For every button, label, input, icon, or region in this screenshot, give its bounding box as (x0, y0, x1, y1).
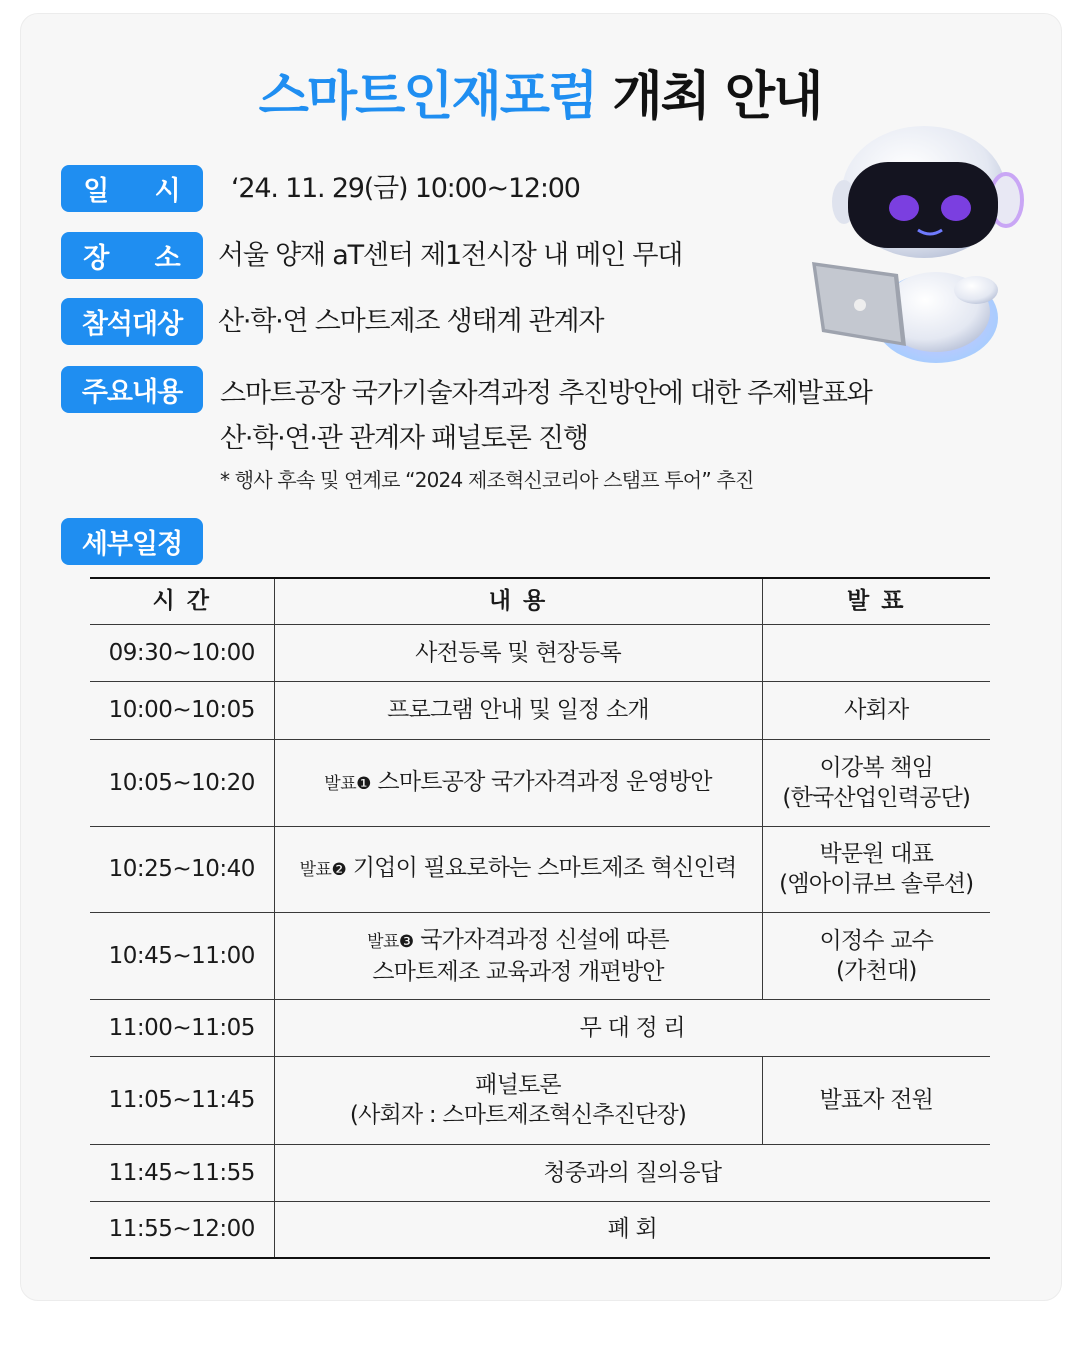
presentation-title: 국가자격과정 신설에 따른 (420, 926, 669, 953)
panel-title: 패널토론 (475, 1072, 561, 1098)
table-row (90, 681, 990, 739)
table-row (90, 1201, 990, 1258)
header-content: 내 용 (274, 578, 762, 624)
content-line-2: 산·학·연·관 관계자 패널토론 진행 (220, 423, 588, 454)
row-time: 10:05~10:20 (90, 739, 274, 826)
row-speaker (762, 624, 990, 681)
table-row (90, 739, 990, 826)
audience-row (61, 298, 603, 345)
presentation-label: 발표❸ (367, 931, 414, 952)
audience-badge: 참석대상 (61, 298, 203, 345)
row-content: 청중과의 질의응답 (274, 1144, 990, 1201)
header-time: 시 간 (90, 578, 274, 624)
speaker-org: (엠아이큐브 솔루션) (779, 871, 974, 897)
row-content: 사전등록 및 현장등록 (274, 624, 762, 681)
table-header-row (90, 578, 990, 624)
table-row (90, 999, 990, 1056)
panel-moderator: (사회자 : 스마트제조혁신추진단장) (349, 1102, 687, 1128)
content-row (61, 366, 872, 498)
table-row (90, 1144, 990, 1201)
row-time: 11:55~12:00 (90, 1201, 274, 1258)
row-speaker (762, 826, 990, 912)
venue-value: 서울 양재 aT센터 제1전시장 내 메인 무대 (218, 240, 683, 271)
row-content (274, 1056, 762, 1144)
content-text (220, 366, 872, 498)
table-row (90, 624, 990, 681)
date-row (61, 165, 580, 212)
schedule-table (90, 577, 990, 1259)
title-plain: 개최 안내 (612, 67, 822, 127)
speaker-org: (가천대) (835, 957, 917, 984)
row-time: 10:25~10:40 (90, 826, 274, 912)
row-time: 11:45~11:55 (90, 1144, 274, 1201)
row-time: 11:05~11:45 (90, 1056, 274, 1144)
date-value: ‘24. 11. 29(금) 10:00~12:00 (231, 173, 580, 204)
row-content (274, 826, 762, 912)
row-speaker (762, 739, 990, 826)
row-time: 09:30~10:00 (90, 624, 274, 681)
robot-laptop-icon (806, 122, 1038, 372)
speaker-name: 이정수 교수 (819, 927, 934, 954)
row-content (274, 912, 762, 999)
schedule-badge: 세부일정 (61, 518, 203, 565)
table-row (90, 1056, 990, 1144)
speaker-name: 이강복 책임 (819, 754, 934, 781)
row-speaker: 발표자 전원 (762, 1056, 990, 1144)
presentation-label: 발표❷ (299, 860, 347, 880)
venue-row (61, 232, 682, 279)
date-badge: 일 시 (61, 165, 203, 212)
title-accent: 스마트인재포럼 (258, 67, 597, 127)
venue-badge: 장 소 (61, 232, 203, 279)
row-content: 무 대 정 리 (274, 999, 990, 1056)
content-line-1: 스마트공장 국가기술자격과정 추진방안에 대한 주제발표와 (220, 378, 872, 409)
row-content: 폐 회 (274, 1201, 990, 1258)
presentation-label: 발표❶ (324, 773, 371, 794)
row-speaker: 사회자 (762, 681, 990, 739)
content-badge: 주요내용 (61, 366, 203, 413)
speaker-name: 박문원 대표 (819, 841, 934, 867)
table-row (90, 912, 990, 999)
content-note: * 행사 후속 및 연계로 “2024 제조혁신코리아 스탬프 투어” 추진 (220, 468, 754, 492)
speaker-org: (한국산업인력공단) (782, 784, 971, 811)
presentation-title-line-2: 스마트제조 교육과정 개편방안 (372, 958, 664, 985)
row-content: 프로그램 안내 및 일정 소개 (274, 681, 762, 739)
table-row (90, 826, 990, 912)
row-time: 10:00~10:05 (90, 681, 274, 739)
presentation-title: 기업이 필요로하는 스마트제조 혁신인력 (352, 855, 737, 881)
audience-value: 산·학·연 스마트제조 생태계 관계자 (218, 306, 604, 337)
row-speaker (762, 912, 990, 999)
row-time: 11:00~11:05 (90, 999, 274, 1056)
header-speaker: 발 표 (762, 578, 990, 624)
presentation-title: 스마트공장 국가자격과정 운영방안 (377, 768, 712, 795)
row-time: 10:45~11:00 (90, 912, 274, 999)
row-content (274, 739, 762, 826)
